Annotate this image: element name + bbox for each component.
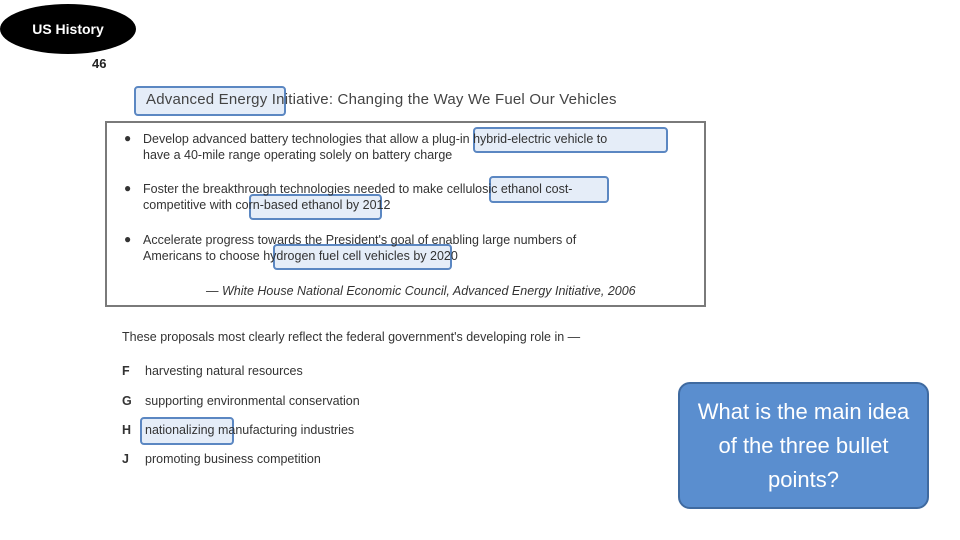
bullet-2-line-1: Foster the breakthrough technologies needed to make cellulosic ethanol cost- [143, 182, 573, 196]
option-h-rest: manufacturing industries [217, 423, 355, 437]
bullet-3-line-1: Accelerate progress towards the President's goal of enabling large numbers of [143, 233, 577, 247]
option-h-letter: H [122, 423, 132, 437]
option-h-highlight-word: nationalizing [145, 423, 215, 437]
option-h-text[interactable] [145, 423, 354, 437]
excerpt-title-rest: Initiative: Changing the Way We Fuel Our Vehicles [271, 91, 617, 108]
option-j-text[interactable]: promoting business competition [145, 452, 321, 466]
option-f-letter: F [122, 364, 130, 378]
excerpt-title-highlighted: Advanced Energy [146, 91, 268, 108]
question-number: 46 [92, 56, 107, 71]
bullet-1-line-1: Develop advanced battery technologies that allow a plug-in hybrid-electric vehicle to [143, 132, 608, 146]
option-g-text[interactable]: supporting environmental conservation [145, 394, 360, 408]
option-j-letter: J [122, 452, 129, 466]
subject-badge-label: US History [32, 21, 104, 37]
option-f-text[interactable]: harvesting natural resources [145, 364, 303, 378]
bullet-1-line-2: have a 40-mile range operating solely on battery charge [143, 148, 453, 162]
bullet-2-line-2: competitive with corn-based ethanol by 2012 [143, 198, 391, 212]
prompt-callout [678, 382, 929, 509]
question-stem: These proposals most clearly reflect the federal government's developing role in — [122, 330, 581, 344]
subject-badge [0, 4, 136, 54]
prompt-callout-text: What is the main idea of the three bullet points? [697, 398, 910, 492]
option-g-letter: G [122, 394, 132, 408]
bullet-3-line-2: Americans to choose hydrogen fuel cell vehicles by 2020 [143, 249, 458, 263]
bullet-dot-3: ● [124, 232, 132, 246]
excerpt-citation: — White House National Economic Council, Advanced Energy Initiative, 2006 [206, 284, 636, 298]
bullet-dot-2: ● [124, 181, 132, 195]
bullet-dot-1: ● [124, 131, 132, 145]
excerpt-title [146, 91, 617, 108]
